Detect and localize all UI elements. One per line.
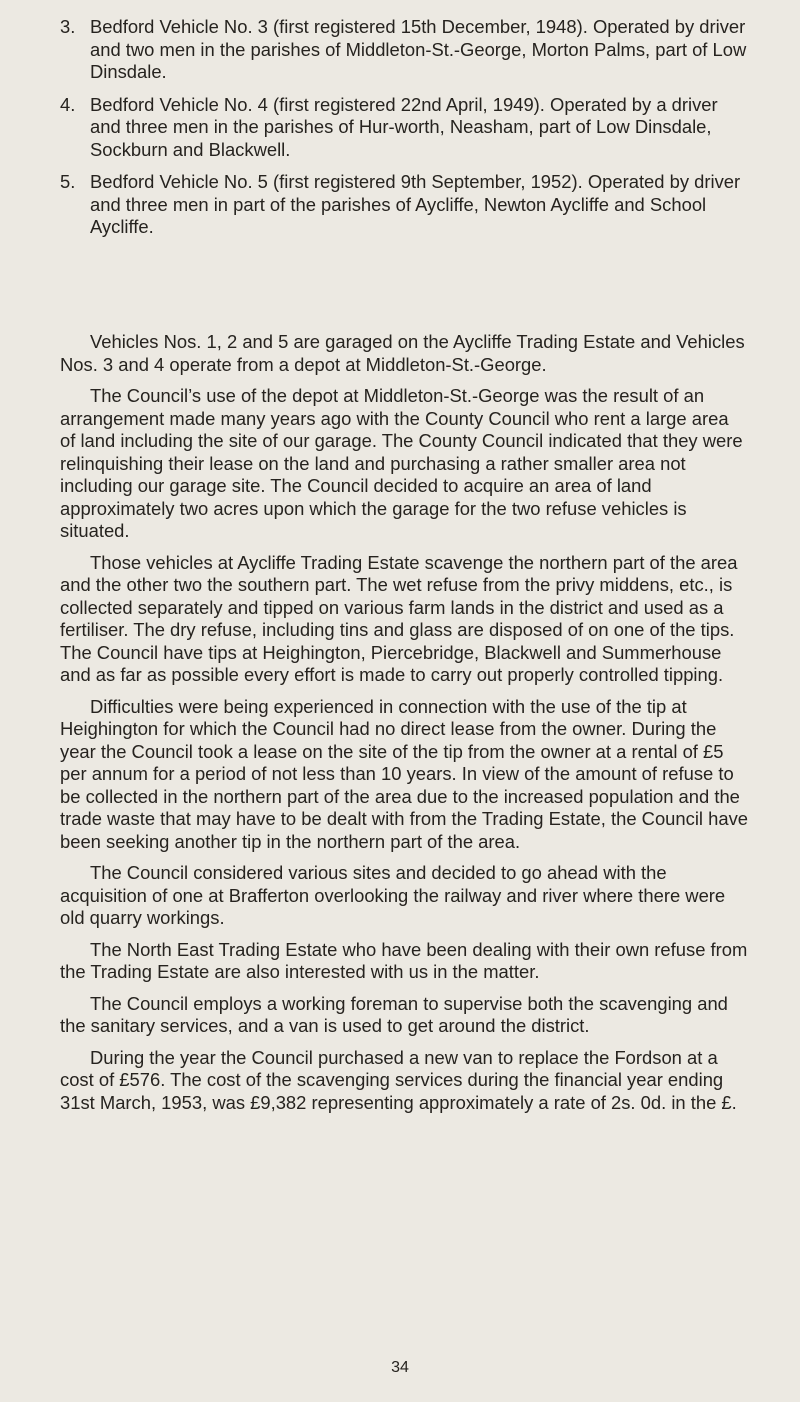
- list-item: [60, 171, 750, 239]
- paragraph: Those vehicles at Aycliffe Trading Estate scavenge the northern part of the area and the other two the southern part. The wet refuse from the privy middens, etc., is collected separately and tipped on various farm lands in the district and used as a fertiliser. The dry refuse, including tins and glass are disposed of on one of the tips. The Council have tips at Heighington, Piercebridge, Blackwell and Summerhouse and as far as possible every effort is made to carry out properly controlled tipping.: [60, 551, 738, 685]
- list-item: [60, 94, 750, 162]
- paragraph: The Council employs a working foreman to supervise both the scavenging and the sanitary services, and a van is used to get around the district.: [60, 992, 728, 1036]
- list-item-number: 5.: [60, 171, 76, 192]
- paragraph: Difficulties were being experienced in connection with the use of the tip at Heighington for which the Council had no direct lease from the owner. During the year the Council took a lease on the site of the tip from the owner at a rental of £5 per annum for a period of not less than 10 years. In view of the amount of refuse to be collected in the northern part of the area due to the increased population and the trade waste that may have to be dealt with from the Trading Estate, the Council have been seeking another tip in the northern part of the area.: [60, 695, 748, 852]
- paragraph: The Council’s use of the depot at Middleton-St.-George was the result of an arrangement made many years ago with the County Council who rent a large area of land including the site of our garage. The County Council indicated that they were relinquishing their lease on the land and purchasing a rather smaller area not including our garage site. The Council decided to acquire an area of land approximately two acres upon which the garage for the two refuse vehicles is situated.: [60, 385, 743, 541]
- list-item-text: Bedford Vehicle No. 3 (first registered 15th December, 1948). Operated by driver and two men in the parishes of Middleton-St.-George, Morton Palms, part of Low Dinsdale.: [90, 16, 747, 82]
- list-item-text: Bedford Vehicle No. 5 (first registered 9th September, 1952). Operated by driver and three men in part of the parishes of Aycliffe, Newton Aycliffe and School Aycliffe.: [90, 171, 741, 237]
- vehicle-list: [60, 16, 750, 249]
- list-item-number: 3.: [60, 16, 76, 37]
- body-text: [60, 331, 748, 1123]
- paragraph: The Council considered various sites and decided to go ahead with the acquisition of one at Brafferton overlooking the railway and river where there were old quarry workings.: [60, 862, 726, 928]
- list-item-text: Bedford Vehicle No. 4 (first registered 22nd April, 1949). Operated by a driver and three men in the parishes of Hur-worth, Neasham, part of Low Dinsdale, Sockburn and Blackwell.: [90, 93, 718, 160]
- page-number: 34: [391, 1359, 409, 1376]
- list-item: [60, 16, 750, 84]
- paragraph: During the year the Council purchased a new van to replace the Fordson at a cost of £576. The cost of the scavenging services during the financial year ending 31st March, 1953, was £9,382 representing approximately a rate of 2s. 0d. in the £.: [60, 1046, 737, 1113]
- paragraph: Vehicles Nos. 1, 2 and 5 are garaged on the Aycliffe Trading Estate and Vehicles Nos. 3 and 4 operate from a depot at Middleton-St.-George.: [60, 331, 745, 375]
- paragraph: The North East Trading Estate who have been dealing with their own refuse from the Trading Estate are also interested with us in the matter.: [60, 938, 748, 982]
- list-item-number: 4.: [60, 93, 76, 115]
